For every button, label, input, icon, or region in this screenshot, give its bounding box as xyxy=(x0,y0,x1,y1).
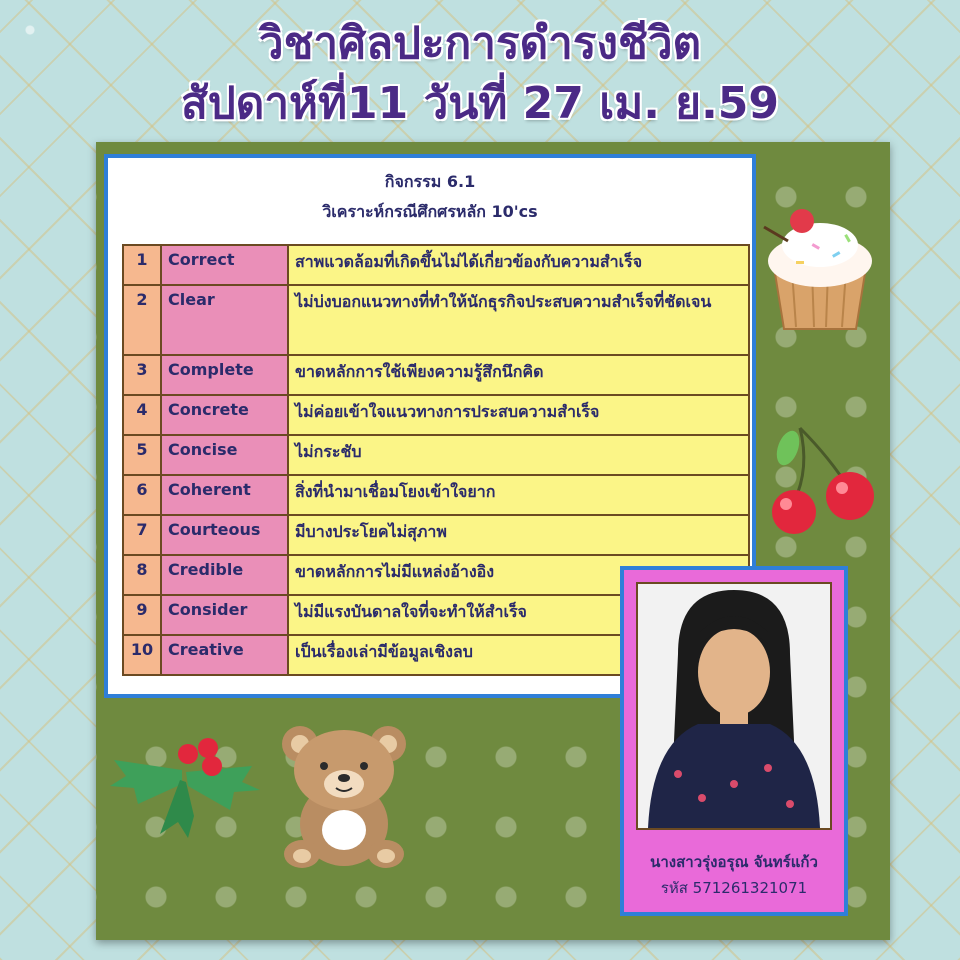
table-row xyxy=(123,355,749,395)
table-row xyxy=(123,285,749,355)
row-term: Correct xyxy=(161,245,288,285)
table-row xyxy=(123,515,749,555)
row-number: 7 xyxy=(123,515,161,555)
row-number: 6 xyxy=(123,475,161,515)
teddy-bear-icon xyxy=(274,718,414,870)
row-description: เป็นเรื่องเล่ามีข้อมูลเชิงลบ xyxy=(288,635,749,675)
row-number: 1 xyxy=(123,245,161,285)
row-number: 5 xyxy=(123,435,161,475)
row-description: สิ่งที่นำมาเชื่อมโยงเข้าใจยาก xyxy=(288,475,749,515)
row-term: Concise xyxy=(161,435,288,475)
row-term: Consider xyxy=(161,595,288,635)
activity-title: กิจกรรม 6.1 xyxy=(384,172,476,191)
row-description: มีบางประโยคไม่สุภาพ xyxy=(288,515,749,555)
row-term: Concrete xyxy=(161,395,288,435)
row-term: Clear xyxy=(161,285,288,355)
row-term: Courteous xyxy=(161,515,288,555)
table-row xyxy=(123,395,749,435)
row-term: Coherent xyxy=(161,475,288,515)
table-row xyxy=(123,245,749,285)
cupcake-icon xyxy=(762,205,878,335)
row-number: 10 xyxy=(123,635,161,675)
student-photo-card xyxy=(620,566,848,916)
activity-subtitle: วิเคราะห์กรณีศึกศรหลัก 10'cs xyxy=(322,202,538,221)
student-id: รหัส 571261321071 xyxy=(660,879,808,897)
row-description: ไม่บ่งบอกแนวทางที่ทำให้นักธุรกิจประสบความสำเร็จที่ชัดเจน xyxy=(288,285,749,355)
student-photo xyxy=(636,582,832,830)
row-description: ขาดหลักการใช้เพียงความรู้สึกนึกคิด xyxy=(288,355,749,395)
holly-icon xyxy=(104,730,264,840)
table-row xyxy=(123,435,749,475)
row-description: ขาดหลักการไม่มีแหล่งอ้างอิง xyxy=(288,555,749,595)
row-description: สาพแวดล้อมที่เกิดขึ้นไม่ได้เกี่ยวข้องกับความสำเร็จ xyxy=(288,245,749,285)
row-description: ไม่มีแรงบันดาลใจที่จะทำให้สำเร็จ xyxy=(288,595,749,635)
table-row xyxy=(123,475,749,515)
row-number: 9 xyxy=(123,595,161,635)
page-title: วิชาศิลปะการดำรงชีวิต xyxy=(258,18,702,69)
row-description: ไม่กระชับ xyxy=(288,435,749,475)
row-number: 3 xyxy=(123,355,161,395)
student-name: นางสาวรุ่งอรุณ จันทร์แก้ว xyxy=(650,853,818,871)
row-number: 4 xyxy=(123,395,161,435)
row-number: 2 xyxy=(123,285,161,355)
row-term: Complete xyxy=(161,355,288,395)
row-number: 8 xyxy=(123,555,161,595)
page-subtitle: สัปดาห์ที่11 วันที่ 27 เม. ย.59 xyxy=(180,78,780,129)
row-term: Credible xyxy=(161,555,288,595)
row-term: Creative xyxy=(161,635,288,675)
cherries-icon xyxy=(770,418,880,538)
row-description: ไม่ค่อยเข้าใจแนวทางการประสบความสำเร็จ xyxy=(288,395,749,435)
